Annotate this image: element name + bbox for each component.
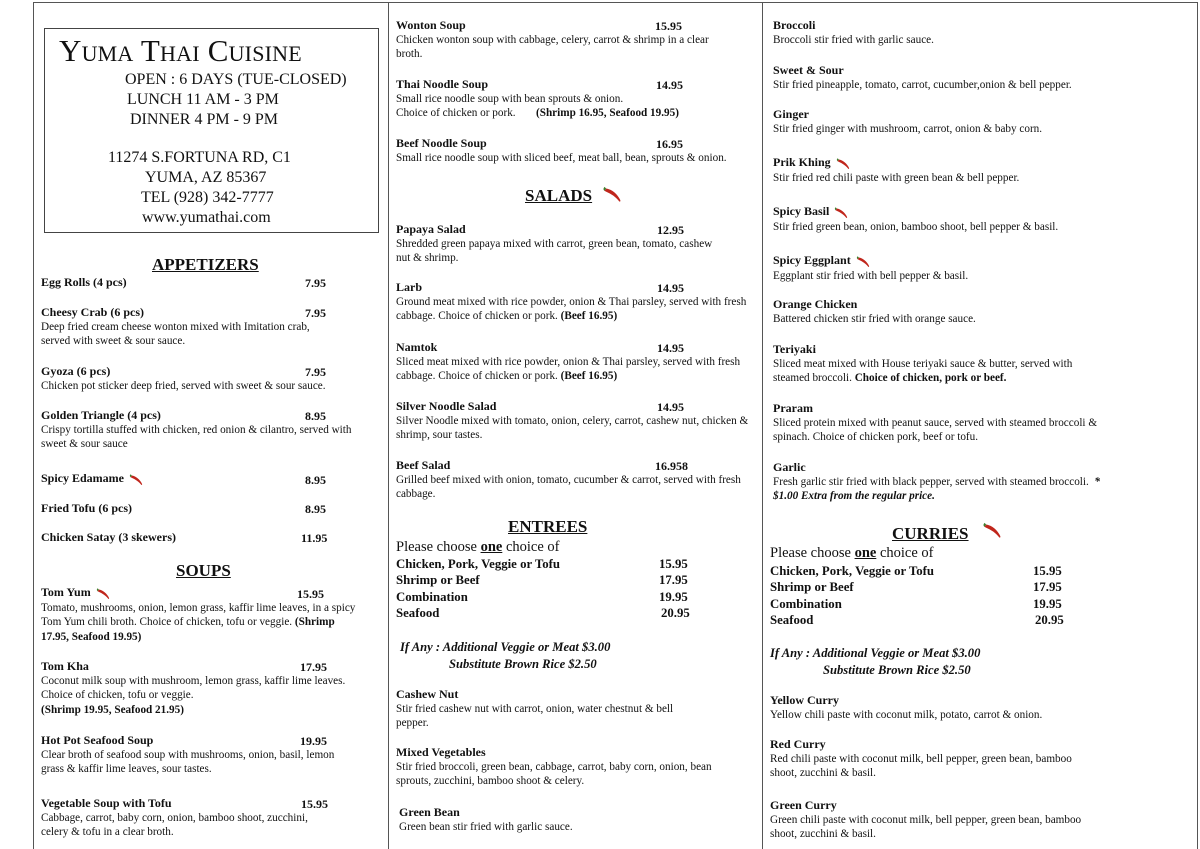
item-name: Red Curry (770, 737, 826, 751)
item-name: Teriyaki (773, 342, 816, 356)
chili-pepper-icon (855, 255, 871, 268)
item-price: 7.95 (305, 306, 326, 320)
extra-note: Substitute Brown Rice $2.50 (823, 663, 971, 677)
extra-note: If Any : Additional Veggie or Meat $3.00 (770, 646, 981, 660)
menu-item (396, 745, 746, 789)
item-name: Chicken Satay (3 skewers) (41, 530, 176, 544)
intro-text: Please choose (396, 539, 481, 555)
menu-item (41, 501, 132, 517)
menu-item (396, 687, 696, 731)
item-description: Grilled beef mixed with onion, tomato, cucumber & carrot, served with fresh cabbage. (396, 473, 741, 501)
extra-note: Substitute Brown Rice $2.50 (449, 657, 597, 671)
option-label: Combination (396, 590, 468, 604)
item-description: Stir fried cashew nut with carrot, onion, water chestnut & bell pepper. (396, 702, 674, 730)
menu-item (41, 796, 331, 840)
item-price: 16.958 (655, 459, 688, 473)
option-price: 19.95 (1033, 597, 1062, 611)
item-name: Ginger (773, 107, 809, 121)
address-line-2: YUMA, AZ 85367 (145, 169, 267, 186)
item-price: 8.95 (305, 502, 326, 516)
item-extra-prices: (Shrimp 19.95, Seafood 21.95) (41, 703, 184, 716)
option-label: Seafood (770, 613, 814, 627)
option-price: 15.95 (1033, 564, 1062, 578)
item-description: Red chili paste with coconut milk, bell pepper, green bean, bamboo shoot, zucchini & basil. (770, 752, 1072, 780)
item-description: Chicken wonton soup with cabbage, celery, carrot & shrimp in a clear broth. (396, 33, 709, 61)
item-name: Tom Yum (41, 585, 91, 599)
item-description: Clear broth of seafood soup with mushrooms, onion, basil, lemon grass & kaffir lime leaves, sour tastes. (41, 748, 335, 776)
item-extra-prices: (Shrimp 16.95, Seafood 19.95) (536, 107, 679, 119)
item-description: Green chili paste with coconut milk, bell pepper, green bean, bamboo shoot, zucchini & basil. (770, 813, 1082, 841)
item-name: Green Curry (770, 798, 837, 812)
item-description: Chicken pot sticker deep fried, served with sweet & sour sauce. (41, 379, 326, 392)
entrees-intro (396, 539, 559, 556)
item-description: Deep fried cream cheese wonton mixed with Imitation crab, served with sweet & sour sauce. (41, 320, 310, 348)
menu-item (396, 340, 744, 384)
item-description: Sliced protein mixed with peanut sauce, served with steamed broccoli & spinach. Choice of chicken pork, beef or tofu. (773, 416, 1098, 444)
menu-item (396, 399, 752, 443)
item-description: Tomato, mushrooms, onion, lemon grass, kaffir lime leaves, in a spicy Tom Yum chili broth. Choice of chicken, tofu or veggie. (41, 601, 356, 629)
item-price: 16.95 (656, 137, 683, 151)
item-description: Stir fried pineapple, tomato, carrot, cucumber,onion & bell pepper. (773, 78, 1072, 91)
menu-item (773, 18, 1173, 47)
section-title-entrees: ENTREES (508, 517, 588, 536)
option-price: 17.95 (1033, 580, 1062, 594)
item-price: 17.95 (300, 660, 327, 674)
menu-item (773, 107, 1193, 136)
item-name: Spicy Basil (773, 204, 830, 218)
item-price: 11.95 (301, 531, 328, 545)
menu-item (396, 458, 746, 502)
item-description: Crispy tortilla stuffed with chicken, red onion & cilantro, served with sweet & sour sauce (41, 423, 352, 451)
menu-item (773, 204, 1193, 234)
chili-pepper-icon (601, 185, 623, 203)
item-name: Sweet & Sour (773, 63, 844, 77)
opening-days: OPEN : 6 DAYS (TUE-CLOSED) (125, 71, 347, 88)
item-description: Stir fried green bean, onion, bamboo shoot, bell pepper & basil. (773, 220, 1059, 233)
menu-item (773, 253, 1193, 283)
item-extra-note: Choice of chicken, pork or beef. (854, 372, 1007, 385)
item-name: Larb (396, 280, 423, 294)
menu-item (773, 342, 1103, 386)
item-name: Garlic (773, 460, 806, 474)
chili-pepper-icon (981, 521, 1003, 539)
item-price: 8.95 (305, 473, 326, 487)
item-extra-prices: (Shrimp 17.95, Seafood 19.95) (41, 616, 335, 643)
section-title-appetizers: APPETIZERS (152, 255, 259, 274)
item-description: Stir fried red chili paste with green bean & bell pepper. (773, 171, 1020, 184)
option-label: Chicken, Pork, Veggie or Tofu (770, 564, 935, 578)
item-extra-prices-line (536, 106, 679, 121)
chili-pepper-icon (128, 473, 144, 486)
item-description: Coconut milk soup with mushroom, lemon grass, kaffir lime leaves. Choice of chicken, tofu or veggie. (41, 674, 346, 702)
intro-emphasis: one (480, 539, 503, 555)
menu-item (396, 136, 744, 165)
item-name: Silver Noodle Salad (396, 399, 497, 413)
option-label: Chicken, Pork, Veggie or Tofu (396, 557, 561, 571)
intro-emphasis: one (854, 545, 877, 561)
menu-item (773, 155, 1193, 185)
item-price: 15.95 (655, 19, 682, 33)
option-price: 20.95 (1035, 613, 1064, 627)
menu-page (33, 2, 1198, 849)
intro-text: choice of (876, 545, 934, 561)
option-price: 17.95 (659, 573, 688, 587)
item-name: Fried Tofu (6 pcs) (41, 501, 133, 515)
section-title-salads (525, 186, 592, 206)
column-right (762, 3, 1199, 849)
intro-text: Please choose (770, 545, 855, 561)
item-description: Sliced meat mixed with House teriyaki sauce & butter, served with steamed broccoli. (773, 357, 1073, 385)
item-name: Broccoli (773, 18, 816, 32)
menu-item (773, 63, 1193, 92)
option-label: Seafood (396, 606, 440, 620)
item-description: Shredded green papaya mixed with carrot, green bean, tomato, cashew nut & shrimp. (396, 237, 713, 265)
item-name: Egg Rolls (4 pcs) (41, 275, 127, 289)
option-label: Shrimp or Beef (396, 573, 480, 587)
option-price: 20.95 (661, 606, 690, 620)
item-name: Cheesy Crab (6 pcs) (41, 305, 144, 319)
item-name: Vegetable Soup with Tofu (41, 796, 172, 810)
menu-item (41, 471, 144, 487)
website: www.yumathai.com (142, 209, 271, 226)
item-name: Mixed Vegetables (396, 745, 486, 759)
section-title-curries: CURRIES (892, 524, 969, 543)
item-description: Sliced meat mixed with rice powder, onion & Thai parsley, served with fresh cabbage. Choice of chicken or pork. (396, 355, 741, 383)
item-description: Cabbage, carrot, baby corn, onion, bamboo shoot, zucchini, celery & tofu in a clear broth. (41, 811, 308, 839)
chili-pepper-icon (833, 206, 849, 219)
item-description: Silver Noodle mixed with tomato, onion, celery, carrot, cashew nut, chicken & shrimp, sour tastes. (396, 414, 749, 442)
item-name: Orange Chicken (773, 297, 858, 311)
item-name: Wonton Soup (396, 18, 466, 32)
item-price: 7.95 (305, 365, 326, 379)
option-label: Combination (770, 597, 842, 611)
chili-pepper-icon (835, 157, 851, 170)
item-price: 14.95 (656, 78, 683, 92)
item-description: Fresh garlic stir fried with black pepper, served with steamed broccoli. (773, 475, 1089, 488)
menu-item (773, 297, 1193, 326)
item-description: Small rice noodle soup with bean sprouts & onion. Choice of chicken or pork. (396, 92, 624, 120)
item-name: Beef Salad (396, 458, 451, 472)
option-label: Shrimp or Beef (770, 580, 854, 594)
item-name: Green Bean (399, 805, 460, 819)
item-name: Yellow Curry (770, 693, 839, 707)
item-price: 19.95 (300, 734, 327, 748)
item-name: Beef Noodle Soup (396, 136, 487, 150)
chili-pepper-icon (95, 587, 111, 600)
column-middle (388, 3, 762, 849)
item-name: Hot Pot Seafood Soup (41, 733, 154, 747)
item-name: Gyoza (6 pcs) (41, 364, 111, 378)
item-price: 7.95 (305, 276, 326, 290)
item-description: Stir fried broccoli, green bean, cabbage, carrot, baby corn, onion, bean sprouts, zucchini, bamboo shoot & celery. (396, 760, 712, 788)
telephone: TEL (928) 342-7777 (141, 189, 274, 206)
item-description: Ground meat mixed with rice powder, onion & Thai parsley, served with fresh cabbage. Choice of chicken or pork. (396, 295, 747, 323)
lunch-hours: LUNCH 11 AM - 3 PM (127, 91, 279, 108)
curries-intro (770, 545, 933, 562)
menu-item (41, 530, 176, 546)
item-name: Spicy Eggplant (773, 253, 851, 267)
menu-item (770, 693, 1170, 722)
item-price: 15.95 (297, 587, 324, 601)
restaurant-name: Yuma Thai Cuisine (59, 33, 302, 68)
dinner-hours: DINNER 4 PM - 9 PM (130, 111, 279, 128)
intro-text: choice of (502, 539, 560, 555)
item-name: Namtok (396, 340, 438, 354)
menu-item (773, 401, 1108, 445)
item-description: Small rice noodle soup with sliced beef, meat ball, bean, sprouts & onion. (396, 151, 727, 164)
item-name: Spicy Edamame (41, 471, 125, 485)
menu-item (399, 805, 739, 834)
section-title-soups: SOUPS (176, 561, 231, 580)
extra-note: If Any : Additional Veggie or Meat $3.00 (400, 640, 611, 654)
restaurant-info-box (44, 28, 379, 233)
item-name: Prik Khing (773, 155, 831, 169)
menu-item (396, 280, 751, 324)
address-line-1: 11274 S.FORTUNA RD, C1 (108, 149, 291, 166)
item-description: Yellow chili paste with coconut milk, potato, carrot & onion. (770, 708, 1043, 721)
item-price: 14.95 (657, 400, 684, 414)
item-price: 15.95 (301, 797, 328, 811)
item-name: Cashew Nut (396, 687, 459, 701)
item-name: Praram (773, 401, 813, 415)
item-price: 12.95 (657, 223, 684, 237)
option-price: 15.95 (659, 557, 688, 571)
option-price: 19.95 (659, 590, 688, 604)
column-left (34, 3, 388, 849)
item-name: Golden Triangle (4 pcs) (41, 408, 161, 422)
item-name: Thai Noodle Soup (396, 77, 489, 91)
menu-item (773, 460, 1118, 504)
item-price: 8.95 (305, 409, 326, 423)
item-description: Broccoli stir fried with garlic sauce. (773, 33, 934, 46)
item-extra-prices: (Beef 16.95) (560, 310, 618, 323)
menu-item (41, 275, 303, 291)
section-title-text: SALADS (525, 186, 593, 205)
item-description: Eggplant stir fried with bell pepper & basil. (773, 269, 969, 282)
item-extra-note: * $1.00 Extra from the regular price. (773, 475, 1100, 503)
item-name: Papaya Salad (396, 222, 466, 236)
menu-item (770, 798, 1100, 842)
item-price: 14.95 (657, 281, 684, 295)
item-description: Stir fried ginger with mushroom, carrot, onion & baby corn. (773, 122, 1043, 135)
item-price: 14.95 (657, 341, 684, 355)
item-name: Tom Kha (41, 659, 89, 673)
item-extra-prices: (Beef 16.95) (560, 370, 618, 383)
item-description: Green bean stir fried with garlic sauce. (399, 820, 573, 833)
item-description: Battered chicken stir fried with orange sauce. (773, 312, 976, 325)
menu-item (770, 737, 1090, 781)
